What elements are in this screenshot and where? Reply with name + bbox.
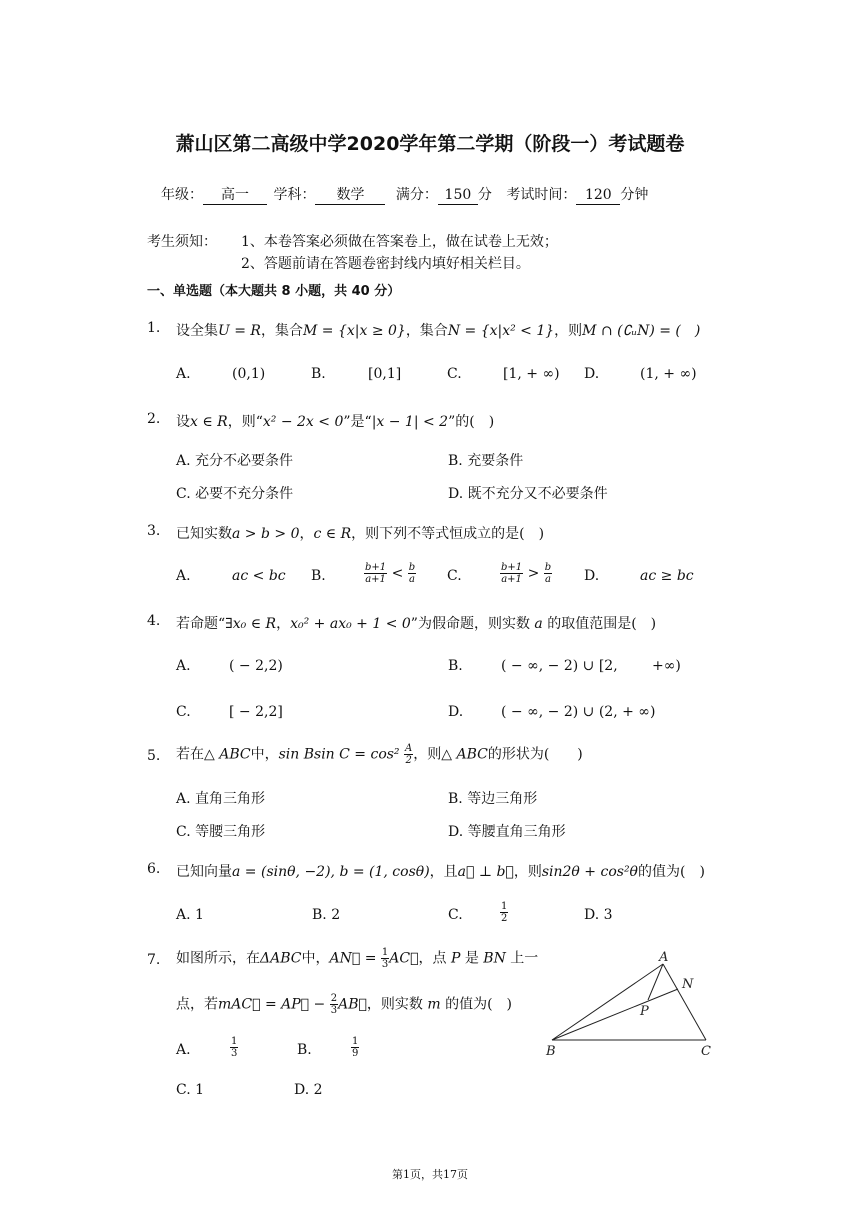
denominator: a+1 bbox=[501, 574, 522, 585]
option-letter: D. bbox=[584, 907, 600, 923]
text: 的值为( ) bbox=[445, 996, 513, 1013]
option-7a-math bbox=[230, 1036, 238, 1059]
fraction bbox=[230, 1036, 238, 1059]
option-letter: C. bbox=[176, 824, 191, 840]
question-2-stem bbox=[176, 411, 494, 431]
math: a⃗ ⊥ b⃗ bbox=[457, 864, 514, 880]
question-7-stem-line1 bbox=[176, 947, 538, 970]
numerator: 1 bbox=[501, 901, 508, 912]
operator: > bbox=[527, 565, 540, 582]
label-c: C bbox=[701, 1044, 711, 1059]
option-text: ( − ∞, − 2) ∪ (2, + ∞) bbox=[501, 704, 656, 720]
text: 若命题“ bbox=[176, 616, 226, 632]
option-2b bbox=[448, 450, 523, 470]
denominator: a bbox=[409, 574, 415, 585]
question-number: 2. bbox=[147, 411, 161, 427]
numerator: b+1 bbox=[501, 562, 523, 573]
text: 的值为( ) bbox=[637, 864, 705, 880]
option-text: 既不充分又不必要条件 bbox=[467, 486, 608, 502]
denominator: 3 bbox=[381, 959, 389, 970]
option-letter: B. bbox=[297, 1042, 312, 1058]
math: △ ABC bbox=[204, 746, 251, 763]
text: ， bbox=[299, 526, 314, 542]
question-4-stem bbox=[176, 613, 656, 633]
option-text: ac ≥ bc bbox=[640, 568, 694, 584]
option-7d bbox=[294, 1082, 323, 1098]
fraction bbox=[381, 947, 389, 970]
text: 的形状为( ) bbox=[487, 746, 583, 763]
option-letter: C. bbox=[447, 568, 462, 584]
option-letter: B. bbox=[312, 907, 327, 923]
option-letter: C. bbox=[448, 907, 463, 923]
option-text: [1, + ∞) bbox=[503, 366, 560, 382]
subject-label: 学科： bbox=[273, 187, 316, 203]
question-number: 6. bbox=[147, 861, 161, 877]
text: ， bbox=[276, 616, 291, 632]
option-2c bbox=[176, 483, 293, 503]
grade-label: 年级： bbox=[161, 187, 203, 203]
question-3-stem bbox=[176, 523, 544, 543]
section-title: 一、单选题（本大题共 8 小题，共 40 分） bbox=[147, 284, 401, 299]
fraction bbox=[351, 1036, 359, 1059]
option-7b-math bbox=[351, 1036, 359, 1059]
text: ，则 bbox=[513, 864, 542, 880]
denominator: a bbox=[545, 574, 551, 585]
notice-label: 考生须知： bbox=[147, 234, 217, 250]
option-5c bbox=[176, 821, 265, 841]
option-letter: C. bbox=[176, 1082, 191, 1098]
triangle-figure bbox=[540, 948, 720, 1060]
option-3b-math bbox=[364, 562, 416, 585]
grade-value: 高一 bbox=[203, 187, 267, 205]
fraction bbox=[544, 562, 552, 585]
option-text: (0,1) bbox=[232, 366, 266, 382]
page-footer: 第1页，共17页 bbox=[392, 1168, 468, 1181]
question-1-stem bbox=[176, 320, 700, 340]
option-text: 1 bbox=[195, 1082, 205, 1098]
fraction bbox=[500, 901, 508, 924]
question-number: 5. bbox=[147, 748, 161, 764]
math: |x − 1| < 2 bbox=[371, 414, 449, 430]
text: 点，若 bbox=[176, 996, 218, 1013]
numerator: 1 bbox=[231, 1036, 238, 1047]
text: 设 bbox=[176, 414, 190, 430]
option-5b bbox=[448, 788, 537, 808]
question-number: 4. bbox=[147, 613, 161, 629]
question-6-stem bbox=[176, 861, 705, 881]
subject-value: 数学 bbox=[315, 187, 385, 205]
fraction bbox=[330, 993, 338, 1016]
option-text: 3 bbox=[603, 907, 613, 923]
text: 已知实数 bbox=[176, 526, 232, 542]
option-text: [ − 2,2] bbox=[229, 704, 283, 720]
option-text: (1, + ∞) bbox=[640, 366, 697, 382]
label-n: N bbox=[682, 977, 694, 992]
math: x ∈ R bbox=[190, 414, 228, 430]
option-6b bbox=[312, 907, 340, 923]
math: AB⃗ bbox=[338, 996, 367, 1013]
option-text: 1 bbox=[195, 907, 204, 923]
math: a bbox=[534, 616, 543, 632]
math: a > b > 0 bbox=[232, 526, 300, 542]
denominator: 2 bbox=[501, 913, 508, 924]
numerator: b bbox=[544, 562, 552, 573]
math: △ ABC bbox=[441, 746, 488, 763]
math: c ∈ R bbox=[313, 526, 352, 542]
numerator: 1 bbox=[352, 1036, 359, 1047]
text: ，集合 bbox=[405, 323, 448, 339]
math: U = R bbox=[218, 323, 261, 339]
option-letter: A. bbox=[176, 791, 191, 807]
math: x² − 2x < 0 bbox=[262, 414, 344, 430]
option-6c-math bbox=[500, 901, 508, 924]
text: ”是“ bbox=[343, 414, 372, 430]
option-text: 等腰三角形 bbox=[195, 824, 266, 840]
question-7-stem-line2 bbox=[176, 993, 512, 1016]
time-value: 120 bbox=[576, 187, 620, 205]
segment-ac bbox=[663, 964, 706, 1040]
text: ，则实数 bbox=[366, 996, 423, 1013]
option-letter: B. bbox=[448, 791, 463, 807]
option-letter: B. bbox=[311, 366, 326, 382]
option-letter: B. bbox=[448, 658, 463, 674]
exam-info-row bbox=[161, 184, 648, 205]
option-letter: A. bbox=[176, 1042, 191, 1058]
math: sin Bsin C = cos² bbox=[278, 746, 400, 763]
text: 已知向量 bbox=[176, 864, 232, 880]
math: m bbox=[427, 996, 441, 1013]
text: 是 bbox=[464, 950, 479, 967]
text: 的取值范围是( ) bbox=[547, 616, 657, 632]
option-letter: A. bbox=[176, 907, 191, 923]
option-text: 必要不充分条件 bbox=[195, 486, 294, 502]
option-text: 直角三角形 bbox=[195, 791, 266, 807]
option-text: 等边三角形 bbox=[467, 791, 538, 807]
fraction bbox=[500, 562, 523, 585]
question-number: 1. bbox=[147, 320, 161, 336]
option-text: 充分不必要条件 bbox=[195, 453, 294, 469]
numerator: A bbox=[405, 743, 413, 754]
text: ，点 bbox=[418, 950, 447, 967]
math: M ∩ (∁ᵤN) = ( ) bbox=[582, 323, 701, 339]
math: N = {x|x² < 1} bbox=[447, 323, 555, 339]
math: AC⃗ bbox=[389, 950, 419, 967]
text: ，则下列不等式恒成立的是( ) bbox=[351, 526, 545, 542]
question-number: 3. bbox=[147, 523, 161, 539]
text: 中， bbox=[301, 950, 330, 967]
label-b: B bbox=[546, 1044, 556, 1059]
question-5-stem bbox=[176, 743, 583, 766]
numerator: b bbox=[408, 562, 416, 573]
text: ，则 bbox=[554, 323, 583, 339]
score-value: 150 bbox=[438, 187, 478, 205]
fraction bbox=[364, 562, 387, 585]
option-letter: C. bbox=[176, 486, 191, 502]
text: ”的( ) bbox=[448, 414, 495, 430]
option-letter: B. bbox=[448, 453, 463, 469]
page-title: 萧山区第二高级中学2020学年第二学期（阶段一）考试题卷 bbox=[175, 133, 685, 155]
math: ∃x₀ ∈ R bbox=[225, 616, 277, 632]
option-6d bbox=[584, 907, 613, 923]
math: ΔABC bbox=[260, 950, 302, 967]
numerator: b+1 bbox=[365, 562, 387, 573]
option-text: ( − 2,2) bbox=[229, 658, 283, 674]
time-unit: 分钟 bbox=[620, 187, 649, 203]
math: a = (sinθ, −2), b = (1, cosθ) bbox=[232, 864, 430, 880]
option-5d bbox=[448, 821, 566, 841]
math: M = {x|x ≥ 0} bbox=[302, 323, 406, 339]
option-2d bbox=[448, 483, 608, 503]
option-letter: C. bbox=[176, 704, 191, 720]
option-letter: A. bbox=[176, 453, 191, 469]
text: 设全集 bbox=[176, 323, 218, 339]
denominator: a+1 bbox=[365, 574, 386, 585]
denominator: 2 bbox=[405, 755, 412, 766]
label-a: A bbox=[659, 950, 669, 965]
question-number: 7. bbox=[147, 952, 161, 968]
text: ，且 bbox=[429, 864, 458, 880]
option-letter: A. bbox=[176, 366, 191, 382]
notice-item-1: 1、本卷答案必须做在答案卷上，做在试卷上无效； bbox=[241, 234, 558, 250]
text: ，集合 bbox=[260, 323, 303, 339]
text: 上一 bbox=[510, 950, 539, 967]
time-label: 考试时间： bbox=[506, 187, 577, 203]
option-letter: D. bbox=[294, 1082, 310, 1098]
option-text: 等腰直角三角形 bbox=[467, 824, 566, 840]
option-text: 2 bbox=[331, 907, 341, 923]
option-text: ( − ∞, − 2) ∪ [2, bbox=[501, 658, 618, 674]
option-text-tail: +∞) bbox=[652, 658, 681, 674]
numerator: 2 bbox=[330, 993, 338, 1004]
numerator: 1 bbox=[381, 947, 389, 958]
option-2a bbox=[176, 450, 293, 470]
denominator: 3 bbox=[330, 1005, 338, 1016]
option-letter: D. bbox=[448, 704, 464, 720]
label-p: P bbox=[640, 1004, 649, 1019]
option-text: ac < bc bbox=[232, 568, 286, 584]
option-7c bbox=[176, 1082, 204, 1098]
math: AN⃗ = bbox=[329, 950, 377, 967]
math: x₀² + ax₀ + 1 < 0 bbox=[290, 616, 411, 632]
text: 中， bbox=[250, 746, 279, 763]
math: mAC⃗ = AP⃗ − bbox=[218, 996, 326, 1013]
option-3c-math bbox=[500, 562, 552, 585]
text: ”为假命题，则实数 bbox=[410, 616, 530, 632]
option-letter: D. bbox=[584, 568, 600, 584]
math: P bbox=[450, 950, 461, 967]
option-letter: C. bbox=[447, 366, 462, 382]
text: 若在 bbox=[176, 746, 204, 763]
operator: < bbox=[391, 565, 404, 582]
score-label: 满分： bbox=[395, 187, 438, 203]
option-letter: D. bbox=[584, 366, 600, 382]
option-6a bbox=[176, 907, 204, 923]
notice-item-2: 2、答题前请在答题卷密封线内填好相关栏目。 bbox=[241, 256, 530, 272]
math: sin2θ + cos²θ bbox=[541, 864, 638, 880]
text: ，则“ bbox=[227, 414, 263, 430]
option-letter: A. bbox=[176, 568, 191, 584]
option-text: 充要条件 bbox=[467, 453, 524, 469]
option-text: [0,1] bbox=[368, 366, 402, 382]
text: ，则 bbox=[413, 746, 442, 763]
math: BN bbox=[483, 950, 506, 967]
option-5a bbox=[176, 788, 265, 808]
denominator: 9 bbox=[352, 1048, 359, 1059]
option-letter: D. bbox=[448, 824, 464, 840]
text: 如图所示，在 bbox=[176, 950, 260, 967]
denominator: 3 bbox=[231, 1048, 238, 1059]
option-letter: A. bbox=[176, 658, 191, 674]
option-letter: B. bbox=[311, 568, 326, 584]
fraction bbox=[404, 743, 413, 766]
score-unit: 分 bbox=[477, 187, 492, 203]
option-letter: D. bbox=[448, 486, 464, 502]
fraction bbox=[408, 562, 416, 585]
option-text: 2 bbox=[313, 1082, 323, 1098]
